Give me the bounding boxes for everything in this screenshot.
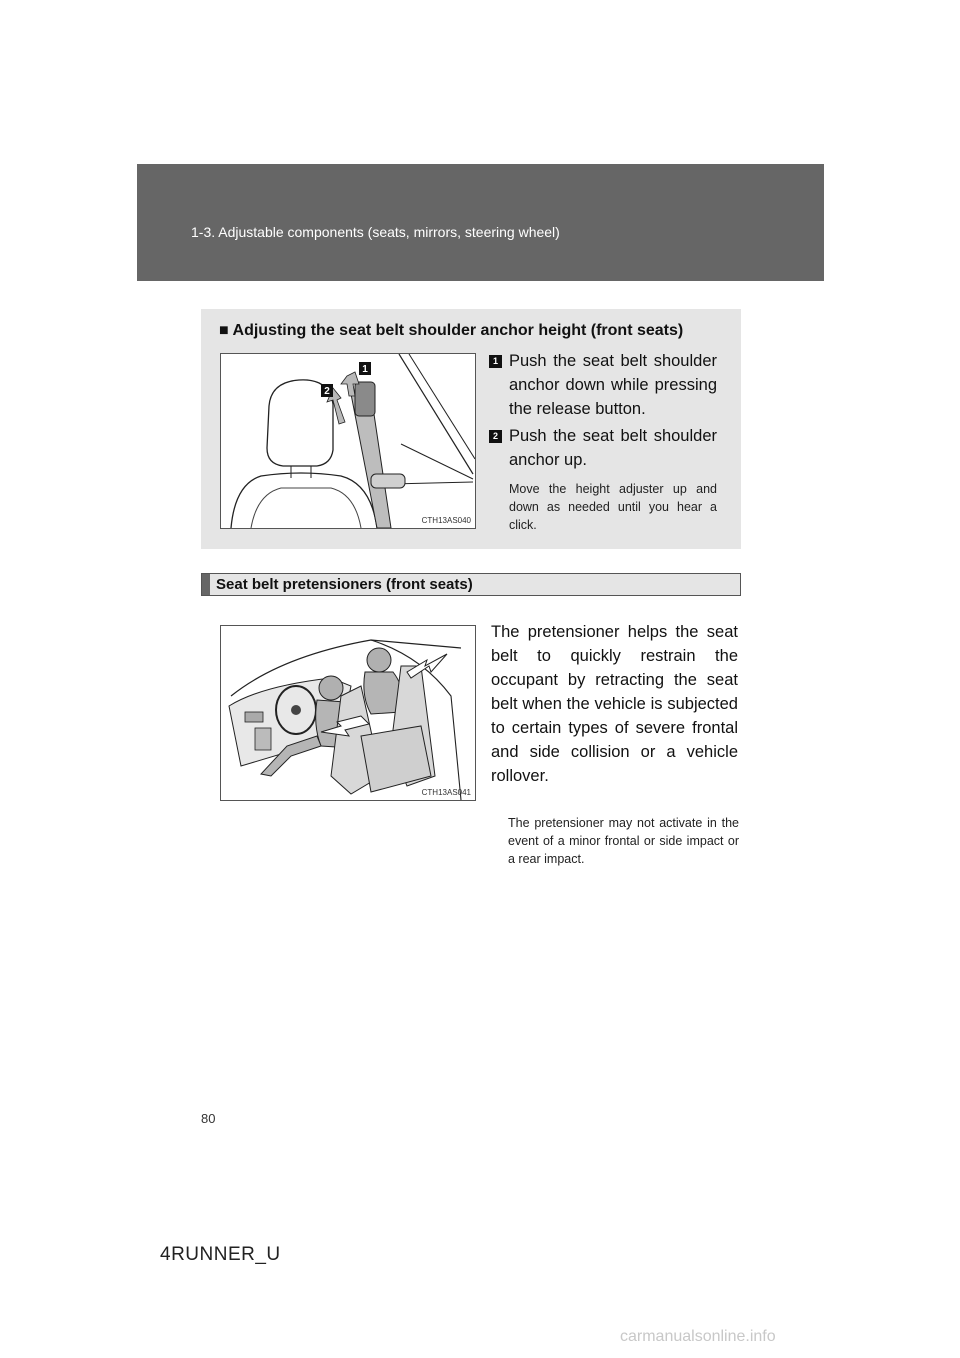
- info-box: [201, 309, 741, 549]
- section-marker: [202, 574, 210, 595]
- step-number-badge: 1: [489, 355, 502, 368]
- step-note: Move the height adjuster up and down as needed until you hear a click.: [509, 482, 717, 532]
- page-number: 80: [201, 1111, 216, 1126]
- step-item: [489, 424, 717, 472]
- seat-belt-anchor-drawing: [221, 354, 475, 528]
- watermark: carmanualsonline.info: [620, 1328, 776, 1345]
- step-text: Push the seat belt shoulder anchor up.: [509, 427, 717, 469]
- step-item: [489, 349, 717, 421]
- header-band: [137, 164, 824, 281]
- section-body: The pretensioner helps the seat belt to quickly restrain the occupant by retracting the seat belt when the vehicle is subjected to certain types of severe frontal and side collision or a vehicle rollover.: [491, 623, 738, 785]
- section-heading-bar: [201, 573, 741, 596]
- step-list: [489, 349, 717, 534]
- model-label: 4RUNNER_U: [160, 1244, 281, 1265]
- step-text: Push the seat belt shoulder anchor down while pressing the release button.: [509, 352, 717, 418]
- figure-code: CTH13AS041: [421, 788, 471, 797]
- step-number-badge: 2: [489, 430, 502, 443]
- cabin-drawing: [221, 626, 475, 800]
- svg-text:1: 1: [362, 364, 368, 375]
- shoulder-anchor-illustration: [220, 353, 476, 529]
- svg-text:2: 2: [324, 386, 330, 397]
- section-title: Seat belt pretensioners (front seats): [216, 576, 473, 593]
- pretensioner-illustration: [220, 625, 476, 801]
- section-note: The pretensioner may not activate in the event of a minor frontal or side impact or a rear impact.: [508, 816, 739, 866]
- section-heading: 1-3. Adjustable components (seats, mirrors, steering wheel): [191, 224, 560, 240]
- figure-code: CTH13AS040: [421, 516, 471, 525]
- info-box-title: ■ Adjusting the seat belt shoulder anchor height (front seats): [219, 322, 684, 339]
